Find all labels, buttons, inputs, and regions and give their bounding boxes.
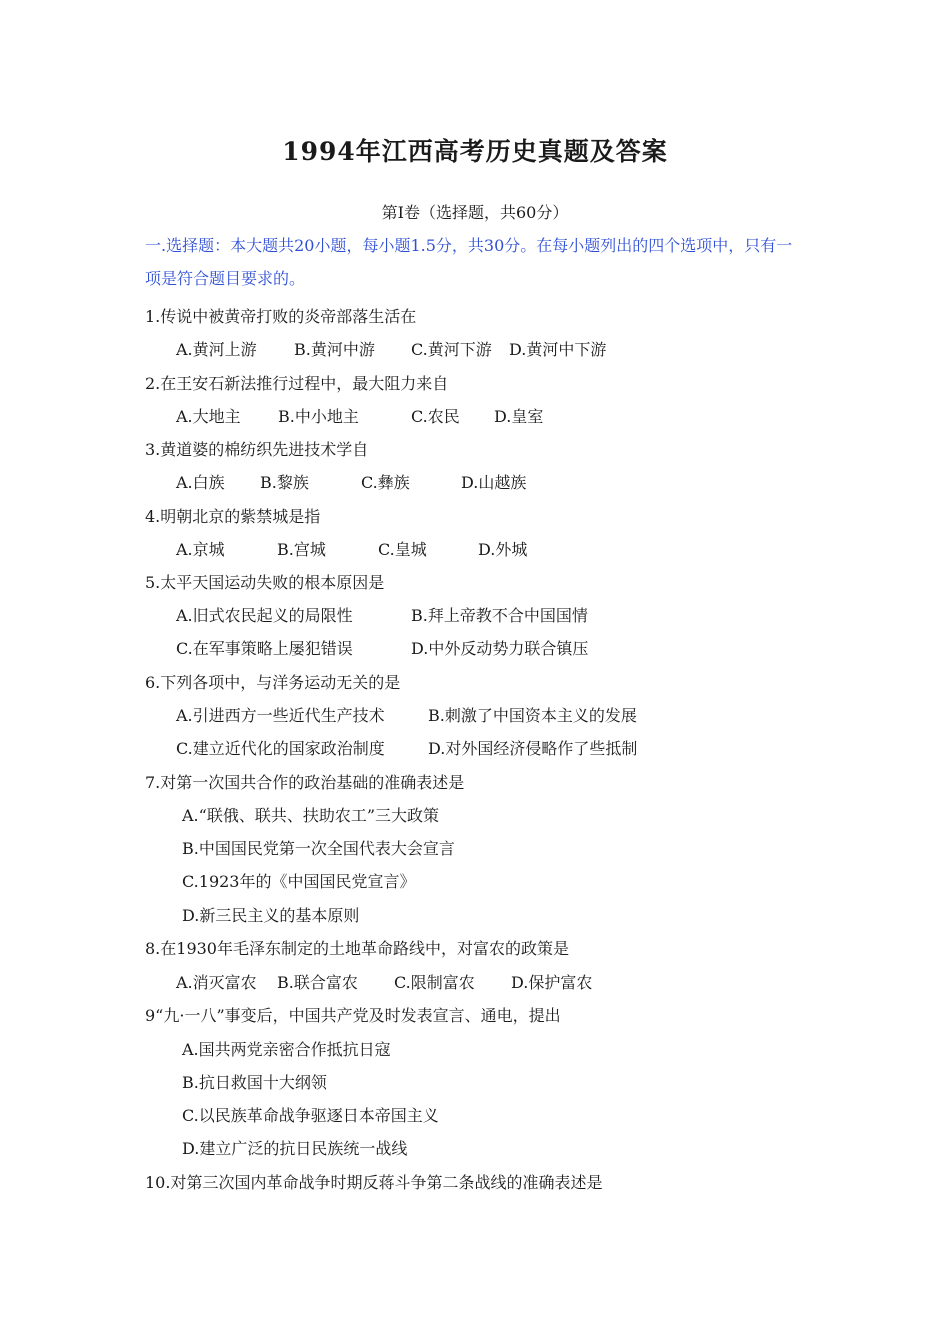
option: C.1923年的《中国国民党宣言》 <box>182 872 416 891</box>
page-title: 1994年江西高考历史真题及答案 <box>282 137 668 166</box>
option: A.白族 <box>176 473 225 492</box>
option: D.中外反动势力联合镇压 <box>411 639 589 658</box>
option: D.建立广泛的抗日民族统一战线 <box>182 1139 408 1158</box>
option: A.消灭富农 <box>176 973 257 992</box>
option: A.黄河上游 <box>176 340 257 359</box>
question-stem: 7.对第一次国共合作的政治基础的准确表述是 <box>145 773 465 792</box>
question-stem: 8.在1930年毛泽东制定的土地革命路线中，对富农的政策是 <box>145 939 569 958</box>
option: C.以民族革命战争驱逐日本帝国主义 <box>182 1106 439 1125</box>
option: A.京城 <box>176 540 225 559</box>
option: C.彝族 <box>361 473 410 492</box>
option: C.在军事策略上屡犯错误 <box>176 639 353 658</box>
option: B.中小地主 <box>278 407 359 426</box>
option: B.黎族 <box>260 473 309 492</box>
option: B.联合富农 <box>277 973 358 992</box>
question-stem: 10.对第三次国内革命战争时期反蒋斗争第二条战线的准确表述是 <box>145 1173 603 1192</box>
option: C.皇城 <box>378 540 427 559</box>
option: A.大地主 <box>176 407 241 426</box>
question-stem: 4.明朝北京的紫禁城是指 <box>145 507 321 526</box>
option: D.新三民主义的基本原则 <box>182 906 360 925</box>
question-stem: 3.黄道婆的棉纺织先进技术学自 <box>145 440 369 459</box>
section-subtitle: 第Ⅰ卷（选择题，共60分） <box>381 203 569 222</box>
option: B.抗日救国十大纲领 <box>182 1073 327 1092</box>
option: A.“联俄、联共、扶助农工”三大政策 <box>182 806 440 825</box>
option: D.山越族 <box>461 473 527 492</box>
option: A.国共两党亲密合作抵抗日寇 <box>182 1040 391 1059</box>
option: C.限制富农 <box>394 973 475 992</box>
option: A.引进西方一些近代生产技术 <box>176 706 385 725</box>
option: D.保护富农 <box>511 973 593 992</box>
option: B.中国国民党第一次全国代表大会宣言 <box>182 839 455 858</box>
question-stem: 2.在王安石新法推行过程中，最大阻力来自 <box>145 374 449 393</box>
question-stem: 9“九·一八”事变后，中国共产党及时发表宣言、通电，提出 <box>145 1006 561 1025</box>
option: D.皇室 <box>494 407 544 426</box>
option: B.黄河中游 <box>294 340 375 359</box>
question-stem: 6.下列各项中，与洋务运动无关的是 <box>145 673 401 692</box>
option: D.外城 <box>478 540 528 559</box>
option: D.黄河中下游 <box>509 340 607 359</box>
question-stem: 5.太平天国运动失败的根本原因是 <box>145 573 385 592</box>
question-stem: 1.传说中被黄帝打败的炎帝部落生活在 <box>145 307 417 326</box>
option: B.宫城 <box>277 540 326 559</box>
option: B.拜上帝教不合中国国情 <box>411 606 588 625</box>
option: C.农民 <box>411 407 460 426</box>
option: A.旧式农民起义的局限性 <box>176 606 353 625</box>
option: D.对外国经济侵略作了些抵制 <box>428 739 638 758</box>
section-heading: 一.选择题：本大题共20小题，每小题1.5分，共30分。在每小题列出的四个选项中，只有一项是符合题目要求的。 <box>145 236 793 288</box>
option: C.黄河下游 <box>411 340 492 359</box>
option: C.建立近代化的国家政治制度 <box>176 739 385 758</box>
option: B.刺激了中国资本主义的发展 <box>428 706 637 725</box>
